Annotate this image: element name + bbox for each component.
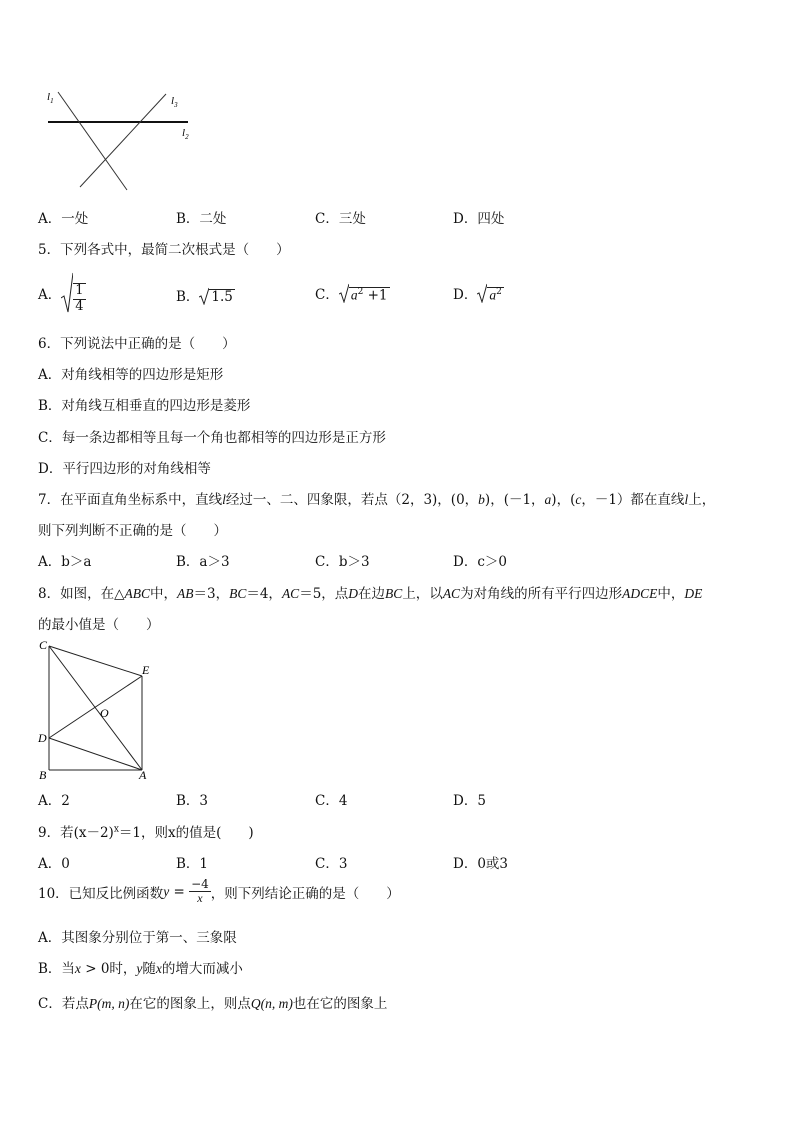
- q5-option-d[interactable]: [453, 283, 504, 303]
- radicand-plus-one: +1: [363, 287, 388, 304]
- q4-option-b[interactable]: B．二处: [176, 211, 227, 227]
- radical-sign-icon: [199, 287, 209, 305]
- point-o-label: O: [100, 706, 109, 720]
- q5-option-a-label: A．: [38, 287, 62, 303]
- fraction-numerator: 1: [75, 283, 84, 299]
- q10-option-a[interactable]: A．其图象分别位于第一、三象限: [38, 930, 237, 946]
- q9-option-a[interactable]: A．0: [38, 856, 70, 872]
- q9-stem: 9．若$(x-2)^x=1$，则x的值是( ): [38, 824, 254, 841]
- q5-option-c[interactable]: [315, 283, 390, 303]
- point-a-label: A: [139, 768, 147, 782]
- q4-option-c[interactable]: C．三处: [315, 211, 366, 227]
- segment-de: [49, 676, 142, 738]
- q5-option-d-label: D．: [453, 287, 478, 303]
- line-l1: [58, 92, 127, 190]
- label-l2: $l_2$: [182, 127, 189, 141]
- q7-option-b[interactable]: B．a＞3: [176, 554, 230, 570]
- parallelogram-figure: [34, 636, 164, 784]
- fraction-minus4-over-x: $\frac{-4}{x}$: [191, 877, 209, 906]
- point-c-label: C: [39, 638, 48, 652]
- q5-option-a[interactable]: [38, 272, 86, 314]
- point-e-label: E: [142, 663, 150, 677]
- q8-stem-line2: 的最小值是（ ）: [38, 617, 160, 633]
- label-l1: $l_1$: [47, 91, 54, 105]
- q4-option-a[interactable]: A．一处: [38, 211, 89, 227]
- q6-option-b[interactable]: B．对角线互相垂直的四边形是菱形: [38, 398, 251, 414]
- q5-option-c-label: C．: [315, 287, 339, 303]
- q7-option-a[interactable]: A．b＞a: [38, 554, 92, 570]
- segment-da: [49, 738, 142, 770]
- exponent: 2: [496, 286, 502, 297]
- sqrt-one-quarter: [61, 272, 85, 314]
- q8-option-a[interactable]: A．2: [38, 793, 70, 809]
- q6-option-d[interactable]: D．平行四边形的对角线相等: [38, 461, 211, 477]
- point-d-label: D: [38, 731, 47, 745]
- three-lines-figure: [40, 84, 200, 194]
- q9-option-b[interactable]: B．1: [176, 856, 209, 872]
- q6-option-c[interactable]: C．每一条边都相等且每一个角也都相等的四边形是正方形: [38, 430, 386, 446]
- radicand-a: a: [489, 287, 497, 303]
- radical-sign-icon: [61, 272, 73, 314]
- q9-option-d[interactable]: D．0或3: [453, 856, 509, 872]
- radical-sign-icon: [339, 283, 349, 303]
- q9-option-c[interactable]: C．3: [315, 856, 348, 872]
- q7-option-d[interactable]: D．c＞0: [453, 554, 507, 570]
- q8-option-c[interactable]: C．4: [315, 793, 348, 809]
- q7-option-c[interactable]: C．b＞3: [315, 554, 370, 570]
- q8-stem-line1: 8．如图，在△ABC中，AB＝3，BC＝4，AC＝5，点D在边BC上，以AC为对角线的所有平行四边形ADCE中，DE: [38, 586, 703, 602]
- q4-option-d[interactable]: D．四处: [453, 211, 505, 227]
- q10-stem: 10．已知反比例函数 y = $\frac{-4}{x}$ ，则下列结论正确的是（ ）: [38, 877, 400, 906]
- exponent: 2: [357, 286, 364, 297]
- q8-option-d[interactable]: D．5: [453, 793, 486, 809]
- fraction-denominator: 4: [75, 298, 84, 314]
- q5-stem: 5．下列各式中，最简二次根式是（ ）: [38, 242, 290, 258]
- point-b-label: B: [39, 768, 47, 782]
- segment-ca: [49, 646, 142, 770]
- q7-stem-line2: 则下列判断不正确的是（ ）: [38, 523, 227, 539]
- radicand-1-5: 1.5: [211, 289, 233, 306]
- q6-stem: 6．下列说法中正确的是（ ）: [38, 336, 236, 352]
- q6-option-a[interactable]: A．对角线相等的四边形是矩形: [38, 367, 224, 383]
- line-l3: [80, 94, 166, 187]
- label-l3: $l_3$: [171, 95, 178, 109]
- q5-option-b-label: B．: [176, 289, 200, 305]
- q7-stem-line1: 7．在平面直角坐标系中，直线l经过一、二、四象限，若点（2，3)，(0，b)，(－1，a)，(c，－1）都在直线l上，: [38, 492, 716, 508]
- q10-option-c[interactable]: C．若点P(m, n)在它的图象上，则点Q(n, m)也在它的图象上: [38, 996, 388, 1012]
- q8-option-b[interactable]: B．3: [176, 793, 209, 809]
- radical-sign-icon: [477, 283, 487, 303]
- q10-option-b[interactable]: B．当x > 0时，y随x的增大而减小: [38, 961, 243, 977]
- radicand-a: a: [350, 287, 358, 303]
- q5-option-b[interactable]: [176, 285, 235, 305]
- segment-ce: [49, 646, 142, 676]
